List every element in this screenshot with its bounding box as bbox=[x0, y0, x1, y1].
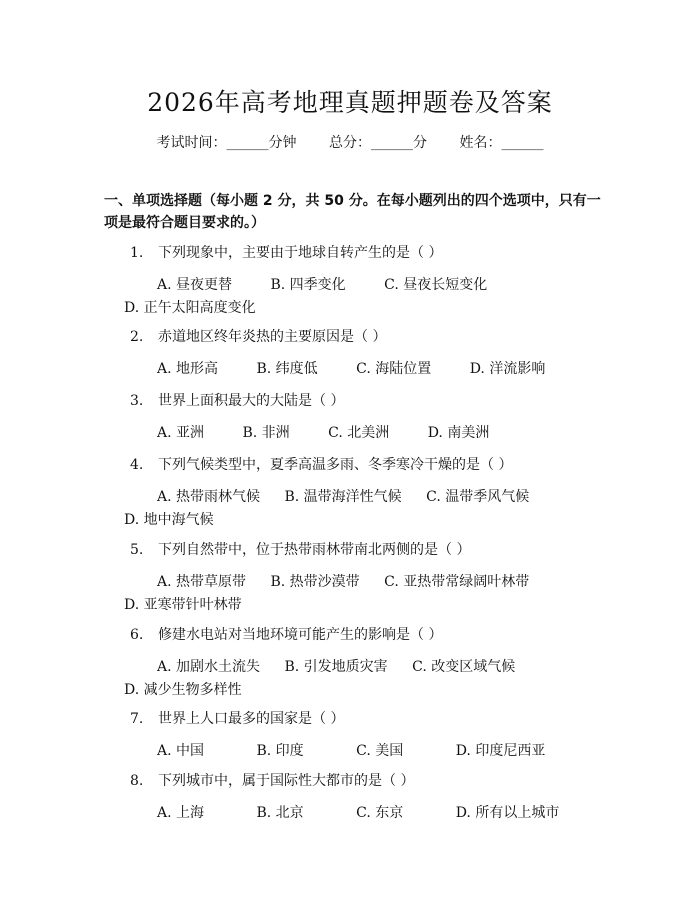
question-text: 世界上面积最大的大陆是（ ） bbox=[158, 393, 345, 409]
question-stem bbox=[104, 709, 594, 729]
answer-option: A. 上海 bbox=[157, 805, 205, 821]
question-number: 3. bbox=[130, 393, 144, 409]
question-text: 下列现象中，主要由于地球自转产生的是（ ） bbox=[158, 245, 443, 261]
question-number: 2. bbox=[130, 329, 144, 345]
question-item bbox=[104, 771, 594, 825]
question-item bbox=[104, 709, 594, 763]
total-score-field: 总分：______分 bbox=[329, 135, 427, 151]
answer-option: D. 南美洲 bbox=[427, 425, 490, 441]
question-number: 7. bbox=[130, 711, 144, 727]
question-text: 修建水电站对当地环境可能产生的影响是（ ） bbox=[158, 627, 443, 643]
answer-option: C. 北美洲 bbox=[328, 425, 390, 441]
answer-option: D. 洋流影响 bbox=[469, 361, 546, 377]
answer-option: A. 热带草原带 bbox=[157, 574, 247, 590]
question-item bbox=[104, 243, 594, 320]
option-group bbox=[104, 802, 594, 825]
question-stem bbox=[104, 391, 594, 411]
exam-meta bbox=[0, 132, 700, 152]
name-field: 姓名：______ bbox=[459, 135, 544, 151]
answer-option: B. 纬度低 bbox=[256, 361, 318, 377]
option-group bbox=[104, 740, 594, 763]
answer-option: C. 昼夜长短变化 bbox=[384, 277, 488, 293]
option-group bbox=[104, 571, 594, 617]
question-number: 8. bbox=[130, 773, 144, 789]
question-stem bbox=[104, 455, 594, 475]
exam-time-field: 考试时间：______分钟 bbox=[156, 135, 297, 151]
answer-option: C. 亚热带常绿阔叶林带 bbox=[384, 574, 530, 590]
section-heading: 一、单项选择题（每小题 2 分，共 50 分。在每小题列出的四个选项中，只有一项是最符合题目要求的。） bbox=[104, 193, 601, 231]
answer-option: C. 美国 bbox=[356, 743, 404, 759]
question-text: 世界上人口最多的国家是（ ） bbox=[158, 711, 345, 727]
answer-option: A. 热带雨林气候 bbox=[157, 489, 261, 505]
answer-option: A. 亚洲 bbox=[157, 425, 205, 441]
question-text: 下列自然带中，位于热带雨林带南北两侧的是（ ） bbox=[158, 542, 471, 558]
answer-option: B. 温带海洋性气候 bbox=[284, 489, 402, 505]
option-group bbox=[104, 358, 594, 381]
option-group bbox=[104, 486, 594, 532]
question-number: 4. bbox=[130, 457, 144, 473]
answer-option: A. 地形高 bbox=[157, 361, 219, 377]
answer-option: C. 海陆位置 bbox=[356, 361, 432, 377]
question-number: 6. bbox=[130, 627, 144, 643]
question-stem bbox=[104, 771, 594, 791]
question-item bbox=[104, 455, 594, 532]
question-number: 5. bbox=[130, 542, 144, 558]
answer-option: D. 所有以上城市 bbox=[455, 805, 560, 821]
page-title: 2026年高考地理真题押题卷及答案 bbox=[147, 88, 553, 117]
answer-option: B. 热带沙漠带 bbox=[270, 574, 360, 590]
question-item bbox=[104, 327, 594, 381]
question-number: 1. bbox=[130, 245, 144, 261]
answer-option: D. 减少生物多样性 bbox=[124, 682, 242, 698]
answer-option: A. 加剧水土流失 bbox=[157, 659, 261, 675]
question-stem bbox=[104, 625, 594, 645]
answer-option: A. 昼夜更替 bbox=[157, 277, 233, 293]
answer-option: C. 东京 bbox=[356, 805, 404, 821]
option-group bbox=[104, 422, 594, 445]
option-group bbox=[104, 274, 594, 320]
question-stem bbox=[104, 327, 594, 347]
answer-option: D. 正午太阳高度变化 bbox=[124, 300, 256, 316]
answer-option: B. 引发地质灾害 bbox=[284, 659, 388, 675]
answer-option: D. 印度尼西亚 bbox=[455, 743, 546, 759]
question-item bbox=[104, 540, 594, 617]
option-group bbox=[104, 656, 594, 702]
question-item bbox=[104, 625, 594, 702]
answer-option: B. 四季变化 bbox=[270, 277, 346, 293]
question-text: 下列气候类型中，夏季高温多雨、冬季寒冷干燥的是（ ） bbox=[158, 457, 513, 473]
question-stem bbox=[104, 540, 594, 560]
answer-option: B. 非洲 bbox=[242, 425, 290, 441]
question-text: 赤道地区终年炎热的主要原因是（ ） bbox=[158, 329, 387, 345]
answer-option: D. 亚寒带针叶林带 bbox=[124, 597, 242, 613]
question-stem bbox=[104, 243, 594, 263]
answer-option: B. 印度 bbox=[256, 743, 304, 759]
question-item bbox=[104, 391, 594, 445]
answer-option: D. 地中海气候 bbox=[124, 512, 214, 528]
answer-option: B. 北京 bbox=[256, 805, 304, 821]
answer-option: C. 温带季风气候 bbox=[426, 489, 530, 505]
question-text: 下列城市中，属于国际性大都市的是（ ） bbox=[158, 773, 415, 789]
answer-option: C. 改变区域气候 bbox=[412, 659, 516, 675]
answer-option: A. 中国 bbox=[157, 743, 205, 759]
